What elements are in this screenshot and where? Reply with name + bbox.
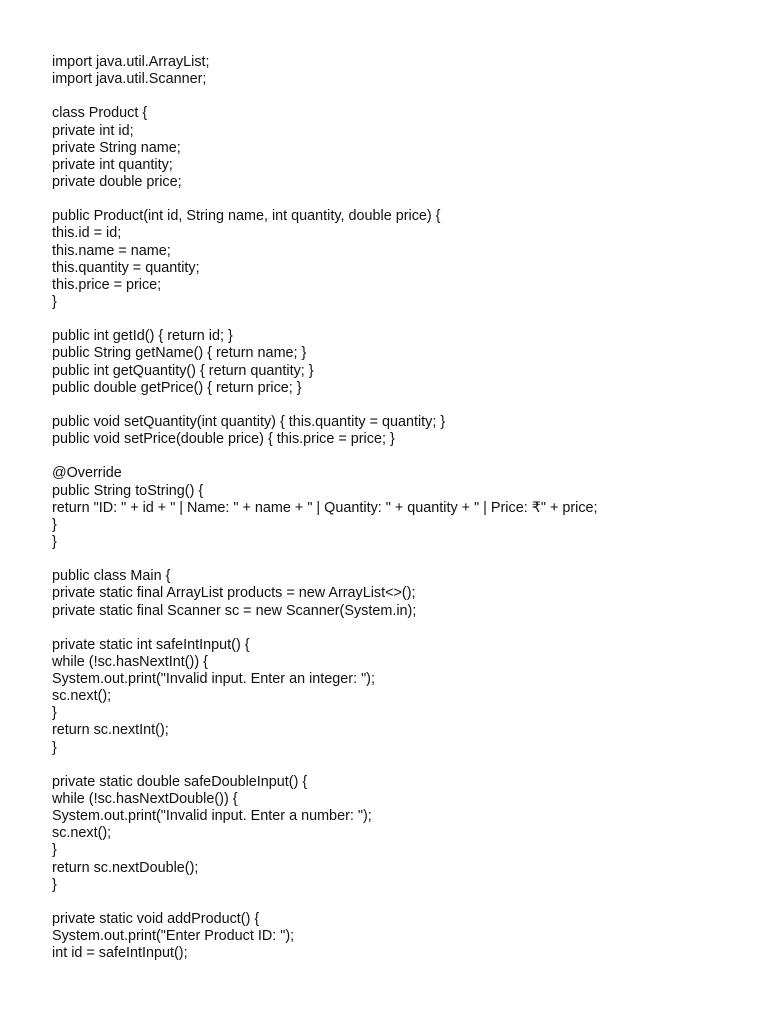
code-line: } xyxy=(52,293,57,310)
code-line: public void setPrice(double price) { this.price = price; } xyxy=(52,431,395,448)
code-line xyxy=(52,191,752,208)
code-line: import java.util.ArrayList; xyxy=(52,54,210,70)
code-line: public String getName() { return name; } xyxy=(52,345,307,362)
code-line: private static int safeIntInput() { xyxy=(52,636,250,653)
code-line xyxy=(52,894,752,911)
code-line: } xyxy=(52,705,57,722)
code-line: private int quantity; xyxy=(52,156,173,173)
code-line xyxy=(52,311,752,328)
code-line: } xyxy=(52,516,57,533)
code-line: System.out.print("Invalid input. Enter a number: "); xyxy=(52,808,372,825)
code-line: private String name; xyxy=(52,139,181,156)
code-line: public void setQuantity(int quantity) { this.quantity = quantity; } xyxy=(52,413,446,430)
code-line: while (!sc.hasNextDouble()) { xyxy=(52,791,238,808)
code-line: } xyxy=(52,876,57,893)
code-line xyxy=(52,757,752,774)
code-line: public String toString() { xyxy=(52,482,204,499)
code-line: } xyxy=(52,739,57,756)
code-line: public Product(int id, String name, int quantity, double price) { xyxy=(52,208,441,225)
code-line xyxy=(52,397,752,414)
code-line: return sc.nextDouble(); xyxy=(52,859,199,876)
code-line: this.price = price; xyxy=(52,276,162,293)
code-line: } xyxy=(52,533,57,550)
code-line: public class Main { xyxy=(52,568,171,585)
code-line: private int id; xyxy=(52,122,134,139)
code-line xyxy=(52,620,752,637)
code-line: public int getQuantity() { return quantity; } xyxy=(52,362,314,379)
code-line: this.name = name; xyxy=(52,242,171,259)
code-line: private static void addProduct() { xyxy=(52,911,260,928)
code-line: @Override xyxy=(52,465,122,482)
code-line: System.out.print("Invalid input. Enter an integer: "); xyxy=(52,671,375,688)
code-line: return sc.nextInt(); xyxy=(52,722,169,739)
code-line xyxy=(52,551,752,568)
code-line: } xyxy=(52,842,57,859)
code-line xyxy=(52,448,752,465)
code-line: int id = safeIntInput(); xyxy=(52,945,188,962)
code-line: class Product { xyxy=(52,105,148,122)
code-line: import java.util.Scanner; xyxy=(52,71,207,88)
code-line: private static double safeDoubleInput() { xyxy=(52,773,308,790)
code-line: private double price; xyxy=(52,173,182,190)
code-line: sc.next(); xyxy=(52,825,112,842)
code-line: public int getId() { return id; } xyxy=(52,328,233,345)
code-line: this.id = id; xyxy=(52,225,122,242)
code-line: while (!sc.hasNextInt()) { xyxy=(52,653,208,670)
code-line: System.out.print("Enter Product ID: "); xyxy=(52,928,295,945)
code-line: this.quantity = quantity; xyxy=(52,259,200,276)
code-line: return "ID: " + id + " | Name: " + name + " | Quantity: " + quantity + " | Price: ₹" + price; xyxy=(52,499,598,516)
code-line: public double getPrice() { return price; } xyxy=(52,379,302,396)
code-line: private static final ArrayList products = new ArrayList<>(); xyxy=(52,585,416,602)
code-line: private static final Scanner sc = new Scanner(System.in); xyxy=(52,602,417,619)
code-document xyxy=(52,54,752,962)
code-line xyxy=(52,88,752,105)
code-line: sc.next(); xyxy=(52,688,112,705)
